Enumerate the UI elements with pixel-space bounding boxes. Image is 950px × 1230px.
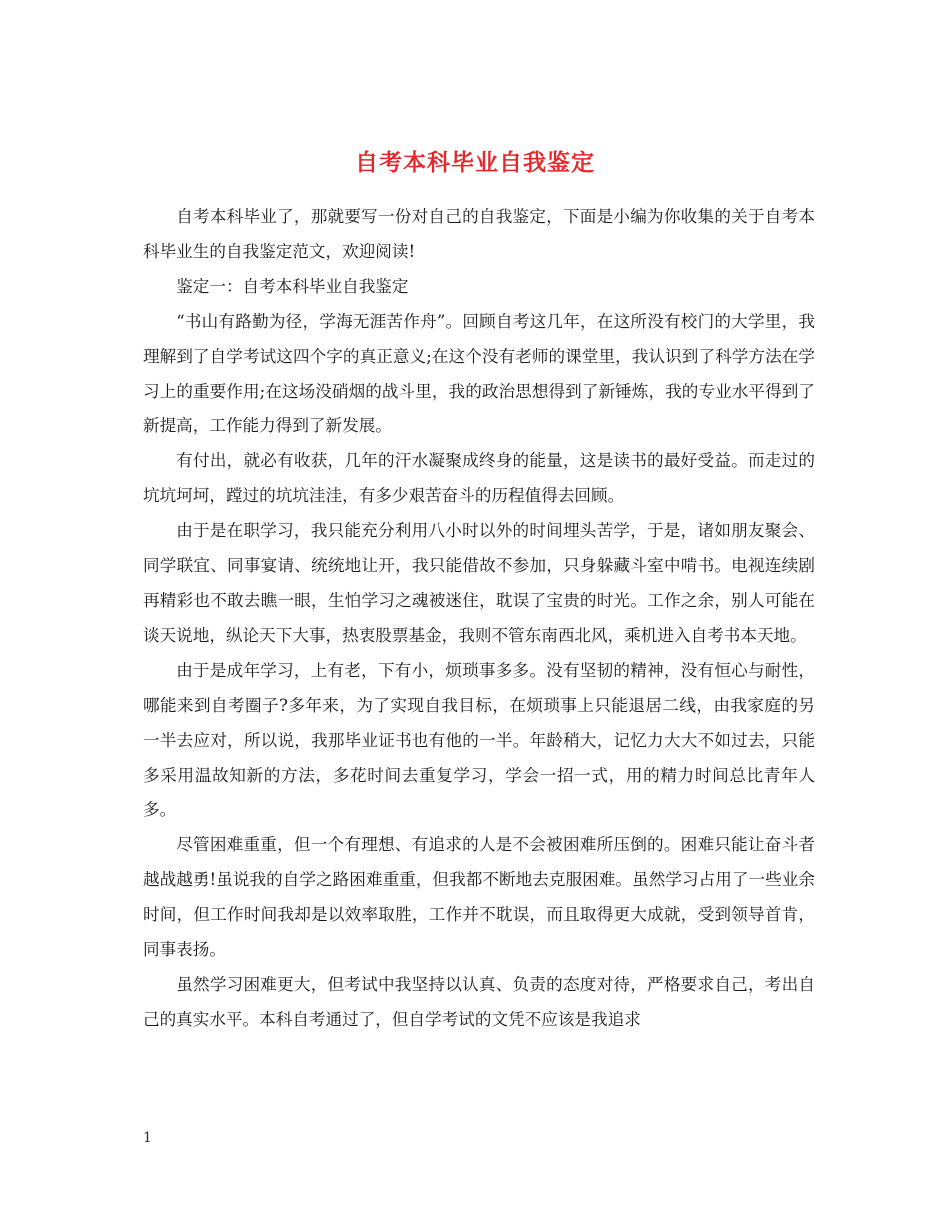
paragraph-review: “书山有路勤为径，学海无涯苦作舟”。回顾自考这几年，在这所没有校门的大学里，我理解到了自学考试这四个字的真正意义;在这个没有老师的课堂里，我认识到了科学方法在学习上的重要作用;在这场没硝烟的战斗里，我的政治思想得到了新锤炼，我的专业水平得到了新提高，工作能力得到了新发展。 [143,311,815,436]
paragraph-in-service-study: 由于是在职学习，我只能充分利用八小时以外的时间埋头苦学，于是，诸如朋友聚会、同学联宜、同事宴请、统统地让开，我只能借故不参加，只身躲藏斗室中啃书。电视连续剧再精彩也不敢去瞧一眼，生怕学习之魂被迷住，耽误了宝贵的时光。工作之余，别人可能在谈天说地，纵论天下大事，热衷股票基金，我则不管东南西北风，乘机进入自考书本天地。 [143,521,815,645]
paragraph-adult-study: 由于是成年学习，上有老，下有小，烦琐事多多。没有坚韧的精神，没有恒心与耐性，哪能来到自考圈子?多年来，为了实现自我目标，在烦琐事上只能退居二线，由我家庭的另一半去应对，所以说，我那毕业证书也有他的一半。年龄稍大，记忆力大大不如过去，只能多采用温故知新的方法，多花时间去重复学习，学会一招一式，用的精力时间总比青年人多。 [143,660,815,820]
document-body [143,200,815,1038]
document-title: 自考本科毕业自我鉴定 [355,149,595,177]
paragraph-exam-attitude: 虽然学习困难更大，但考试中我坚持以认真、负责的态度对待，严格要求自己，考出自己的真实水平。本科自考通过了，但自学考试的文凭不应该是我追求 [143,974,815,1029]
paragraph-harvest: 有付出，就必有收获，几年的汗水凝聚成终身的能量，这是读书的最好受益。而走过的坑坑坷坷，蹚过的坑坑洼洼，有多少艰苦奋斗的历程值得去回顾。 [143,451,815,506]
paragraph-section-heading: 鉴定一：自考本科毕业自我鉴定 [176,276,409,296]
paragraph-intro: 自考本科毕业了，那就要写一份对自己的自我鉴定，下面是小编为你收集的关于自考本科毕业生的自我鉴定范文，欢迎阅读! [143,207,815,261]
paragraph-difficulties: 尽管困难重重，但一个有理想、有追求的人是不会被困难所压倒的。困难只能让奋斗者越战越勇!虽说我的自学之路困难重重，但我都不断地去克服困难。虽然学习占用了一些业余时间，但工作时间我却是以效率取胜，工作并不耽误，而且取得更大成就，受到领导首肯，同事表扬。 [143,835,815,960]
page-number: 1 [143,1130,152,1146]
